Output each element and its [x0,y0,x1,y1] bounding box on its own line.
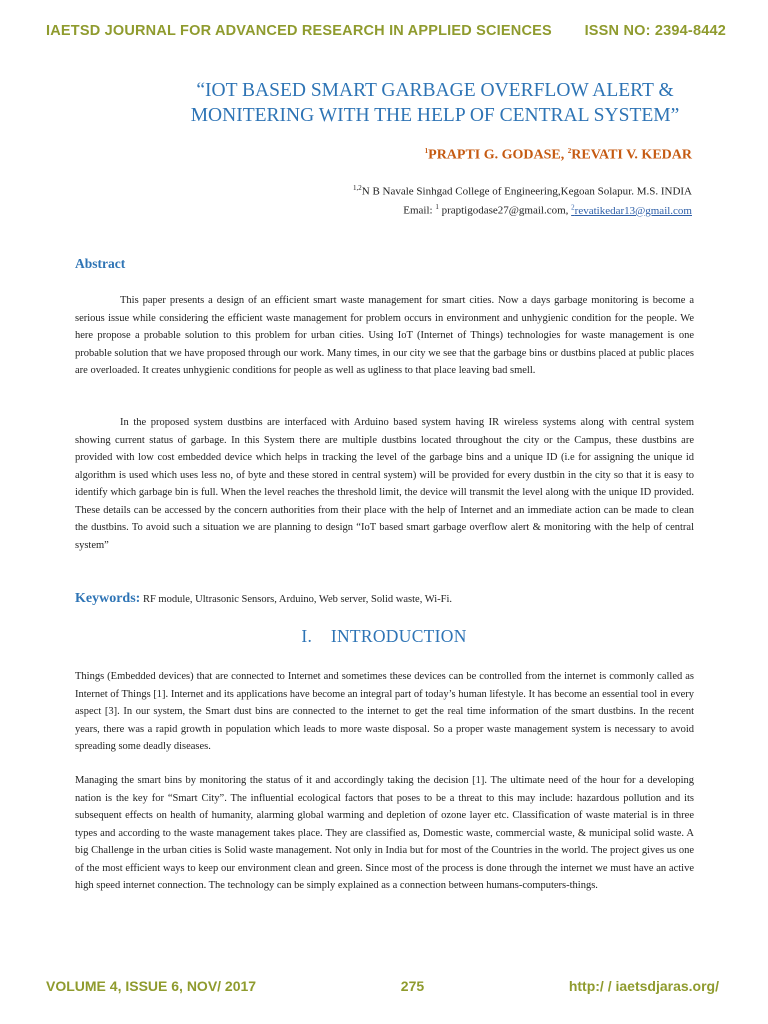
affiliation-marker: 1,2 [353,184,362,192]
author-2-name: REVATI V. KEDAR [571,147,692,163]
author-2-marker: 2 [567,147,572,155]
keywords [75,591,694,607]
affiliation [353,184,692,198]
footer-volume: VOLUME 4, ISSUE 6, NOV/ 2017 [46,978,257,994]
email-2: revatikedar13@gmail.com [574,204,692,217]
introduction-heading-text: I. INTRODUCTION [301,626,467,646]
introduction-paragraph-1: Things (Embedded devices) that are connected to Internet and sometimes these devices can be controlled from the internet is commonly called as Internet of Things [1]. Internet and its applications have become an integral part of today’s human lifestyle. It has become an essential tool in every aspect [3]. In our system, the Smart dust bins are connected to the internet to get the real time information of the smart dustbins. In the recent years, there was a rapid growth in population which leads to more waste disposal. So a proper waste management system is necessary to avoid spreading some deadly diseases. [75,671,694,752]
abstract-heading: Abstract [75,256,126,271]
author-list [425,147,692,164]
introduction-paragraph-2: Managing the smart bins by monitoring the status of it and accordingly taking the decision [1]. The ultimate need of the hour for a developing nation is the key for “Smart City”. The influential ecological factors that poses to be a threat to this may include: hazardous pollution and its subsequent effects on health of humanity, alarming global warming and depletion of ozone layer etc. Classification of waste material is in three types and according to the waste management takes place. They are classified as, Domestic waste, commercial waste, & municipal solid waste. A big Challenge in the urban cities is Solid waste management. Not only in India but for most of the Countries in the world. The project gives us one of the most efficient ways to keep our environment clean and green. Since most of the process is done through the internet we must have an active high speed internet connection. The technology can be simply explained as a connection between humans-computers-things. [75,775,694,891]
footer-page-number: 275 [400,978,425,994]
journal-issn: ISSN NO: 2394-8442 [584,23,726,39]
paper-title-line-2: MONITERING WITH THE HELP OF CENTRAL SYSTEM” [190,105,680,126]
affiliation-text: N B Navale Sinhgad College of Engineering,Kegoan Solapur. M.S. INDIA [361,185,692,198]
paper-title [120,78,750,128]
page-footer [46,978,719,994]
email-label: Email: [403,204,436,217]
email-1: praptigodase27@gmail.com, [438,204,572,217]
email-2-marker: 2 [571,203,575,211]
abstract-paragraph-1: This paper presents a design of an efficient smart waste management for smart cities. Now a days garbage monitoring is become a serious issue while considering the efficient waste management for problem occurs in environment and unhygienic condition for the people. We here propose a probable solution to this problem for urban cities. Using IoT (Internet of Things) technologies for waste management is one probable solution that we have proposed through our work. Many times, in our city we see that the garbage bins or dustbins placed at public places are overloaded. It creates unhygienic conditions for people as well as ugliness to that place leaving bad smell. [75,295,694,376]
email-line [403,203,692,217]
journal-header [46,23,726,39]
journal-name: IAETSD JOURNAL FOR ADVANCED RESEARCH IN APPLIED SCIENCES [46,23,552,39]
email-2-link[interactable] [571,205,692,217]
keywords-text: RF module, Ultrasonic Sensors, Arduino, Web server, Solid waste, Wi-Fi. [140,594,453,605]
author-1-marker: 1 [424,147,429,155]
author-1-name: PRAPTI G. GODASE, [428,147,568,163]
email-1-marker: 1 [435,203,439,211]
introduction-heading [0,626,768,647]
paper-title-line-1: “IOT BASED SMART GARBAGE OVERFLOW ALERT & [196,80,674,101]
abstract-paragraph-2: In the proposed system dustbins are interfaced with Arduino based system having IR wireless systems along with central system showing current status of garbage. In this System there are multiple dustbins located throughout the city or the Campus, these dustbins are provided with low cost embedded device which helps in tracking the level of the garbage bins and a unique ID (i.e for assigning the unique id algorithm is used which uses less no, of byte and these stored in central system) will be provided for every dustbin in the city so that it is easy to identify which garbage bin is full. When the level reaches the threshold limit, the device will transmit the level along with the unique ID provided. These details can be accessed by the concern authorities from their place with the help of Internet and an immediate action can be made to clean the dustbins. To avoid such a situation we are planning to design “IoT based smart garbage overflow alert & monitoring with the help of central system” [75,417,694,551]
keywords-label: Keywords: [75,591,141,606]
footer-url[interactable]: http:/ / iaetsdjaras.org/ [568,978,719,994]
